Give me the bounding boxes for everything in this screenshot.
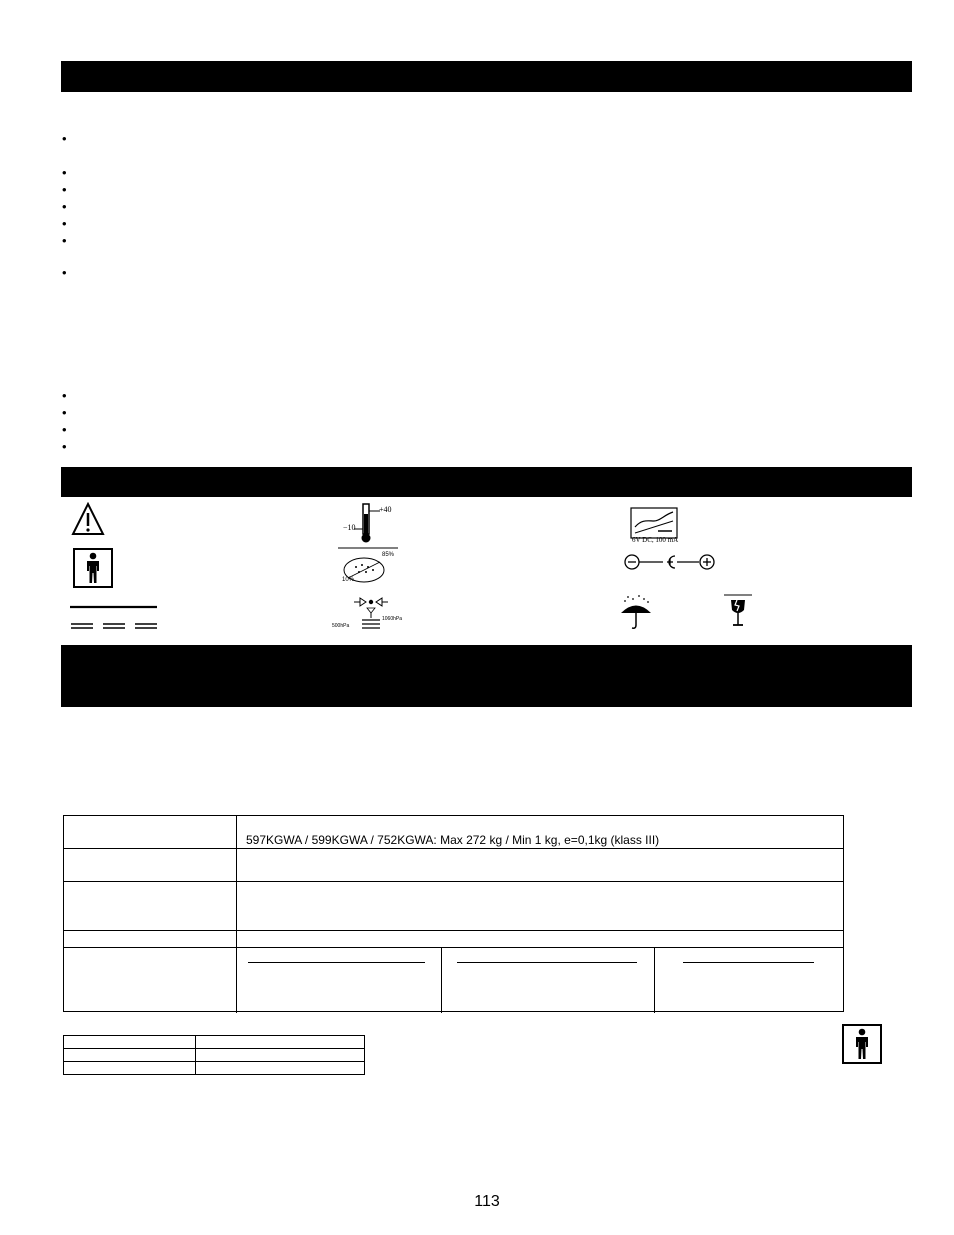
applied-part-type-b-icon: [842, 1024, 882, 1069]
table-column-divider: [236, 816, 237, 1013]
bullet: •: [62, 265, 67, 280]
voltage-label: 6V DC, 100 mA: [632, 536, 679, 544]
bullet: •: [62, 131, 67, 146]
pressure-low-label: 500hPa: [332, 623, 350, 629]
specification-table: [63, 815, 844, 1012]
bullet: •: [62, 233, 67, 248]
section-header-bar-2: [61, 467, 912, 497]
table-row-divider: [64, 848, 843, 849]
direct-current-icon: [70, 604, 158, 635]
temperature-limit-icon: [338, 502, 398, 550]
polarity-icon: [623, 553, 717, 576]
table-column-divider: [195, 1036, 196, 1074]
section-header-bar-1: [61, 61, 912, 92]
table-row-divider: [64, 930, 843, 931]
temperature-high-label: +40: [379, 505, 392, 514]
bullet: •: [62, 422, 67, 437]
section-header-bar-3: [61, 645, 912, 707]
applied-part-type-b-icon: [73, 548, 113, 593]
temperature-low-label: −10: [343, 523, 356, 532]
humidity-high-label: 85%: [382, 552, 395, 558]
keep-dry-umbrella-icon: [619, 594, 653, 635]
capacity-value: 597KGWA / 599KGWA / 752KGWA: Max 272 kg / Min 1 kg, e=0,1kg (klass III): [246, 833, 660, 847]
fragile-glass-icon: [724, 594, 752, 635]
underline: [683, 962, 814, 963]
table-row-divider: [64, 947, 843, 948]
table-row-divider: [64, 1048, 364, 1049]
bullet: •: [62, 405, 67, 420]
bullet: •: [62, 165, 67, 180]
page-number: 113: [474, 1193, 500, 1210]
humidity-low-label: 10%: [342, 577, 355, 583]
bullet: •: [62, 439, 67, 454]
bullet: •: [62, 199, 67, 214]
table-column-divider: [654, 947, 655, 1013]
table-column-divider: [441, 947, 442, 1013]
small-table: [63, 1035, 365, 1075]
underline: [457, 962, 637, 963]
underline: [248, 962, 425, 963]
bullet: •: [62, 388, 67, 403]
pressure-high-label: 1060hPa: [382, 616, 403, 622]
bullet: •: [62, 216, 67, 231]
atmospheric-pressure-icon: [332, 594, 406, 632]
table-row-divider: [64, 1061, 364, 1062]
bullet: •: [62, 182, 67, 197]
humidity-limit-icon: [340, 552, 398, 586]
table-row-divider: [64, 881, 843, 882]
warning-triangle-icon: [71, 502, 105, 541]
voltage-rating-icon: [630, 507, 678, 545]
